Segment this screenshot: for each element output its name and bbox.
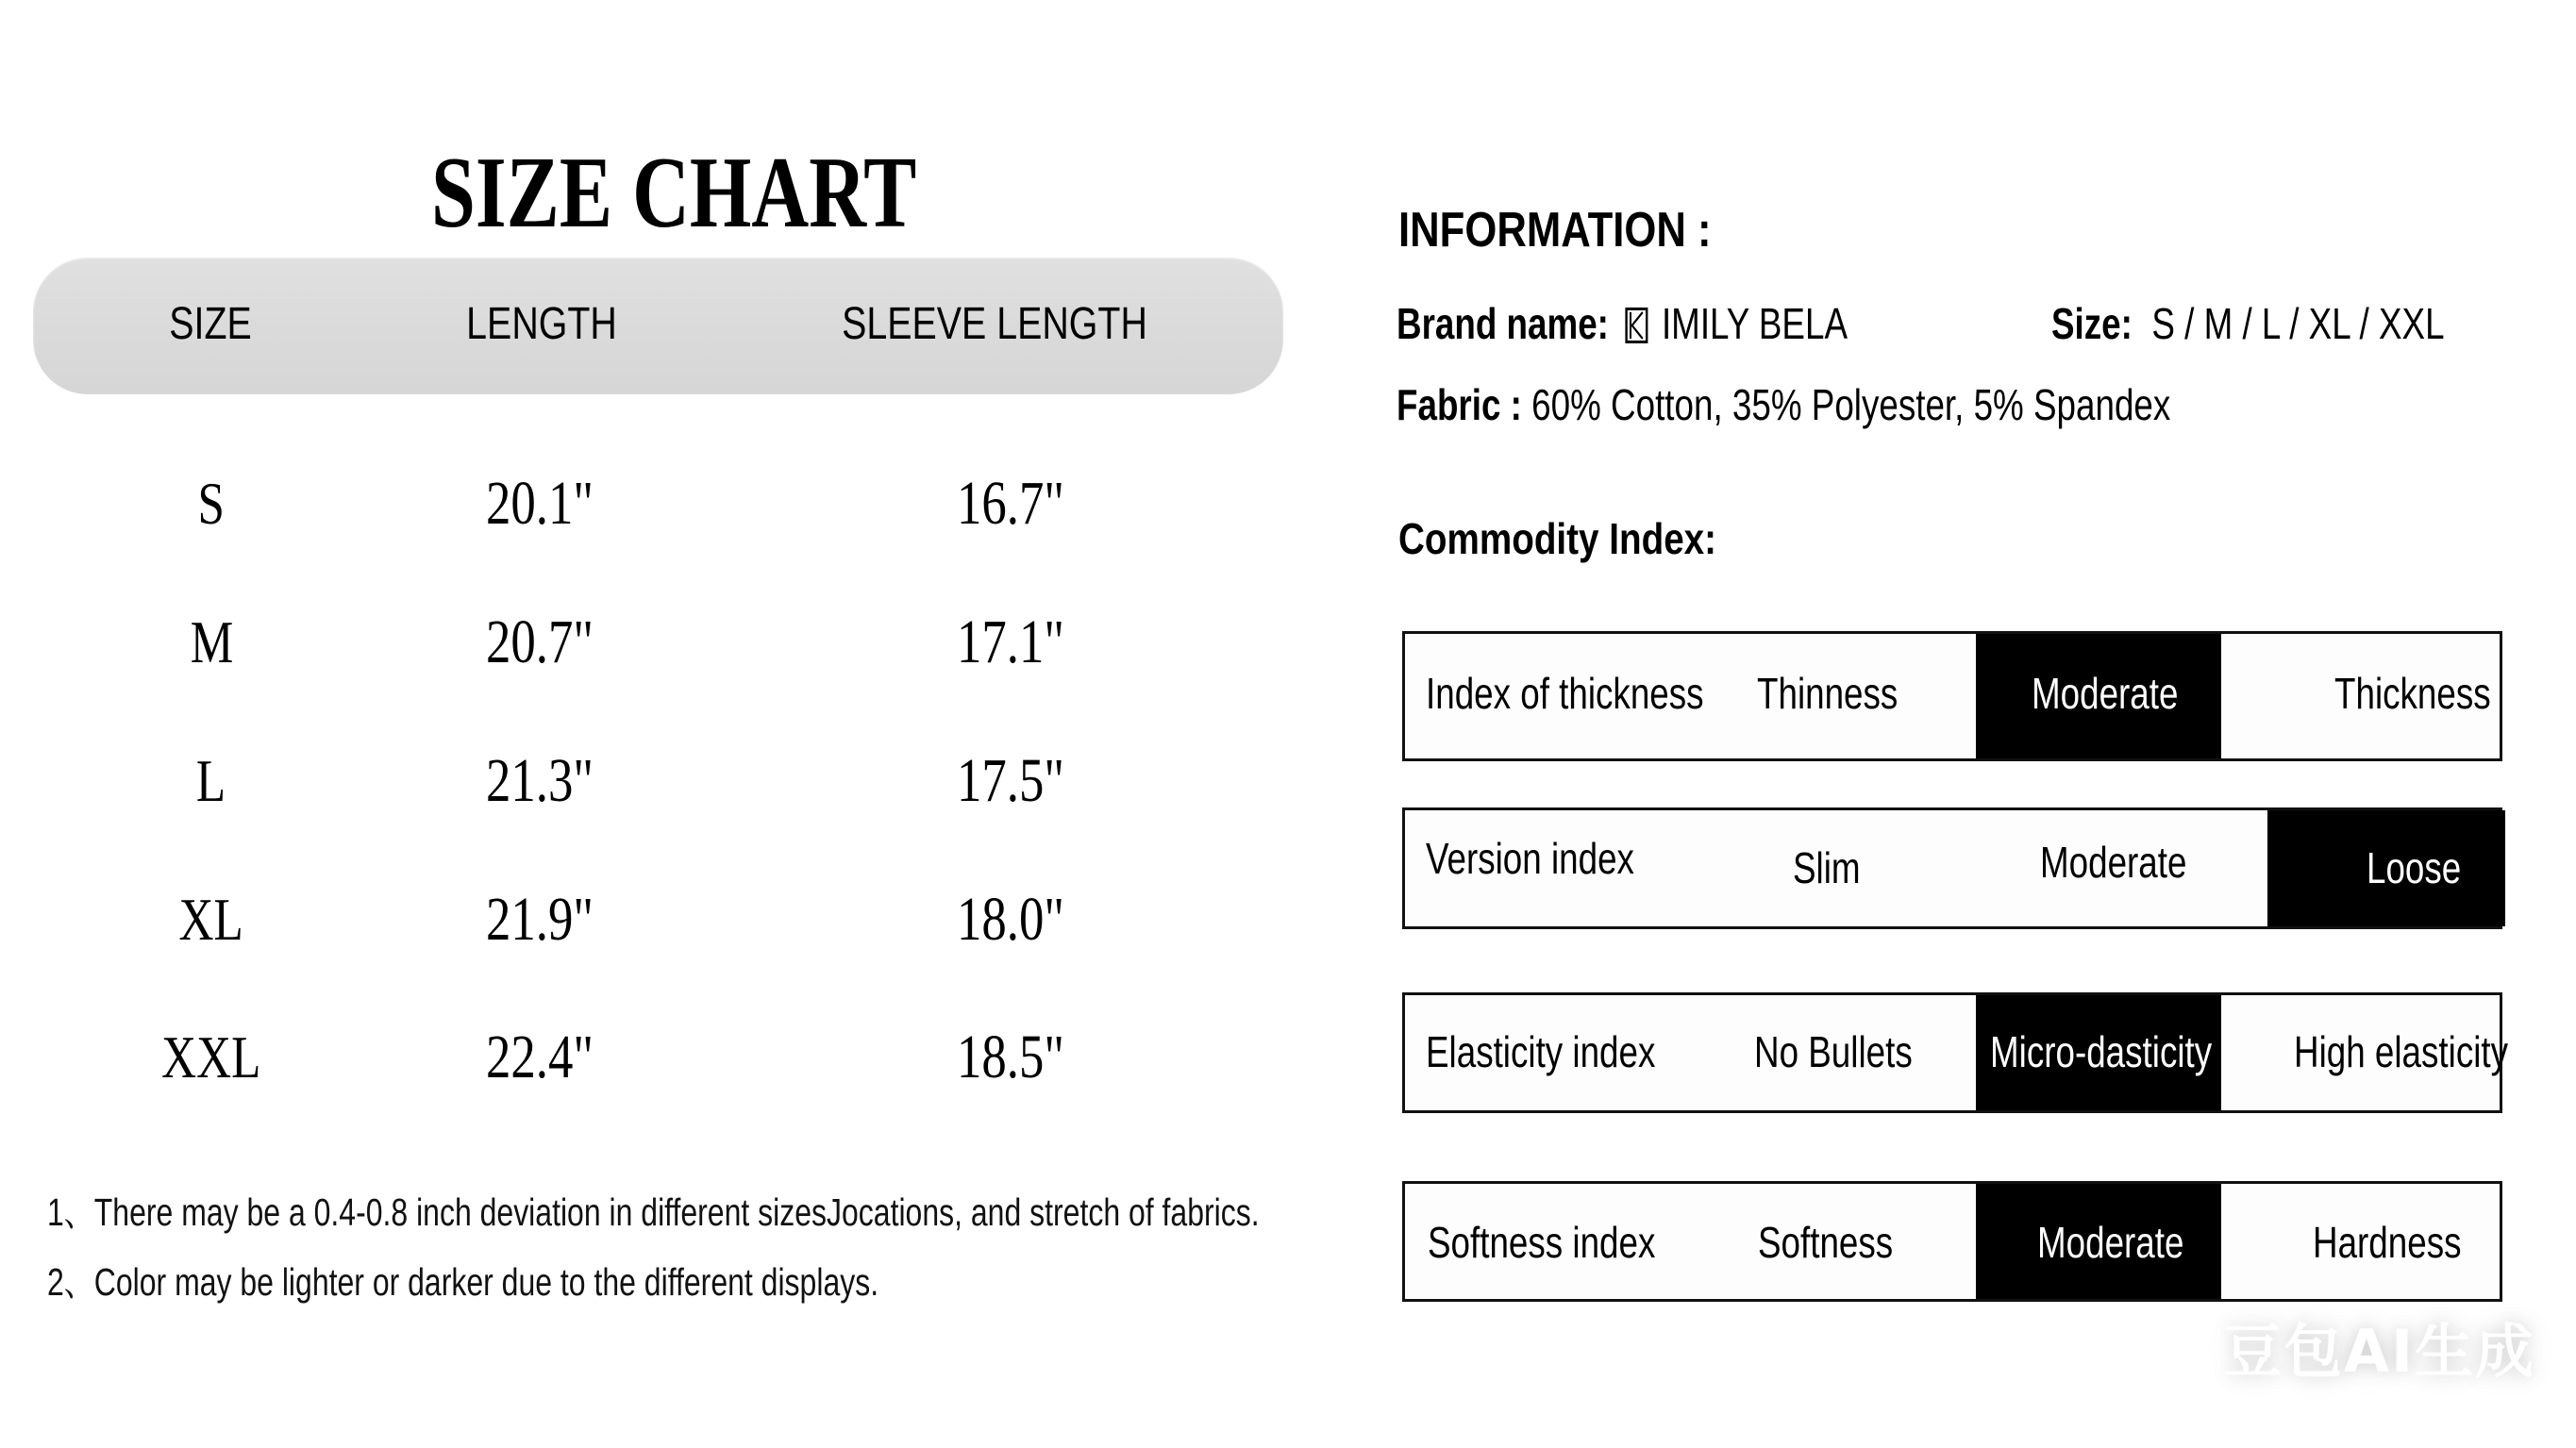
size-chart-title: SIZE CHART <box>431 137 917 249</box>
length-cell: 21.3" <box>486 746 594 815</box>
length-cell: 20.7" <box>486 607 594 676</box>
index-option-selected: Loose <box>2367 843 2462 892</box>
index-option: Thickness <box>2334 669 2491 718</box>
length-cell: 22.4" <box>486 1023 594 1091</box>
index-label: Version index <box>1426 834 1634 883</box>
fabric-value: 60% Cotton, 35% Polyester, 5% Spandex <box>1531 380 2171 429</box>
index-option: Thinness <box>1757 669 1899 718</box>
ai-generated-watermark: 豆包AI生成 <box>2223 1317 2536 1386</box>
length-cell: 20.1" <box>486 469 594 538</box>
size-cell: L <box>196 747 226 814</box>
length-cell: 21.9" <box>486 885 594 954</box>
information-title: INFORMATION : <box>1398 203 1712 258</box>
index-label: Elasticity index <box>1426 1027 1656 1076</box>
index-version <box>1402 807 2502 929</box>
brand-name-line <box>1397 300 1960 347</box>
index-option-selected: Moderate <box>2037 1218 2184 1267</box>
fabric-line <box>1397 381 2364 428</box>
index-option-selected: Micro-dasticity <box>1990 1027 2213 1076</box>
size-cell: XL <box>178 886 244 953</box>
table-row <box>0 609 1321 675</box>
k-box-logo-icon <box>1626 308 1648 343</box>
header-size: SIZE <box>169 299 252 349</box>
index-option: Softness <box>1758 1218 1894 1267</box>
table-row <box>0 471 1321 537</box>
size-cell: S <box>197 470 226 537</box>
commodity-index-title: Commodity Index: <box>1398 514 1717 563</box>
sleeve-length-cell: 18.0" <box>957 885 1064 954</box>
table-row <box>0 887 1321 953</box>
header-length: LENGTH <box>466 299 617 349</box>
index-option-selected: Moderate <box>2032 669 2179 718</box>
index-option: Moderate <box>2040 838 2187 887</box>
sleeve-length-cell: 16.7" <box>957 469 1064 538</box>
brand-name-value: IMILY BELA <box>1661 299 1848 348</box>
fabric-label: Fabric : <box>1397 380 1522 429</box>
sleeve-length-cell: 18.5" <box>957 1023 1064 1091</box>
size-value: S / M / L / XL / XXL <box>2151 299 2445 348</box>
sleeve-length-cell: 17.1" <box>957 607 1064 676</box>
size-line <box>2051 300 2543 347</box>
table-row <box>0 1024 1321 1090</box>
index-option: No Bullets <box>1754 1027 1913 1076</box>
index-option: High elasticity <box>2294 1027 2509 1076</box>
index-label: Softness index <box>1428 1218 1656 1267</box>
index-label: Index of thickness <box>1426 669 1704 718</box>
note-deviation: 1、There may be a 0.4-0.8 inch deviation in different sizesJocations, and stretch of fabrics. <box>47 1190 1260 1234</box>
index-softness <box>1402 1181 2502 1302</box>
index-thickness <box>1402 631 2502 761</box>
brand-name-label: Brand name: <box>1397 299 1609 348</box>
size-cell: M <box>190 608 233 675</box>
table-row <box>0 748 1321 814</box>
note-color: 2、Color may be lighter or darker due to the different displays. <box>47 1260 879 1304</box>
header-sleeve-length: SLEEVE LENGTH <box>842 299 1147 349</box>
size-table-header <box>33 258 1283 394</box>
index-elasticity <box>1402 992 2509 1113</box>
sleeve-length-cell: 17.5" <box>957 746 1064 815</box>
size-label: Size: <box>2051 299 2133 348</box>
index-option: Hardness <box>2313 1218 2462 1267</box>
size-cell: XXL <box>161 1024 261 1090</box>
index-option: Slim <box>1793 843 1861 892</box>
